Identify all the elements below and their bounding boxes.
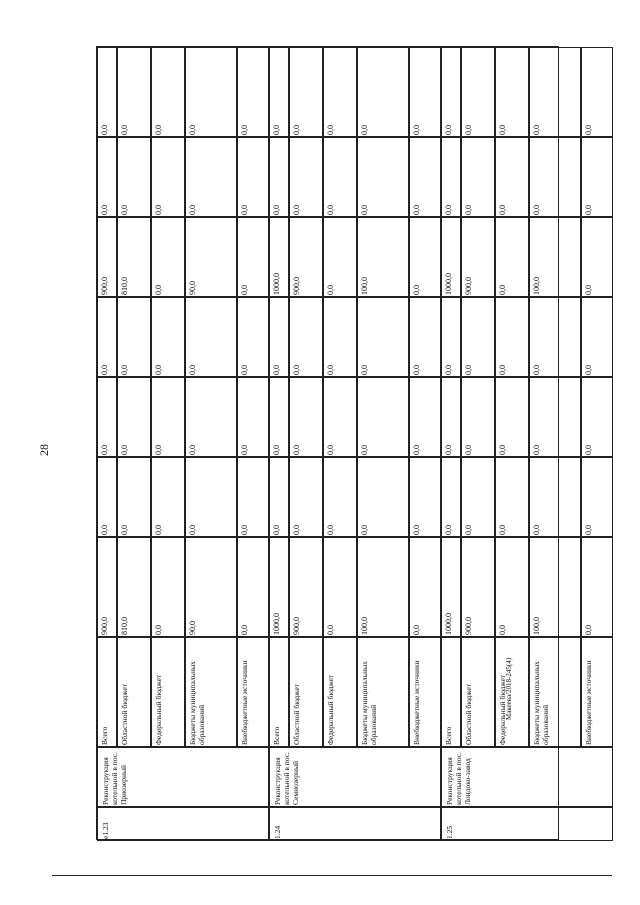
value-text: 0,0 [240, 365, 249, 375]
value-text: 0,0 [412, 525, 421, 535]
value-text: 0,0 [584, 445, 593, 455]
value-text: 0,0 [188, 205, 197, 215]
value-text: 810,0 [120, 617, 129, 635]
value-cell [289, 47, 323, 137]
value-cell [97, 137, 117, 217]
value-text: 0,0 [444, 205, 453, 215]
funding-source-cell [269, 637, 289, 747]
value-text: 0,0 [154, 205, 163, 215]
value-cell [495, 457, 529, 537]
value-cell [269, 217, 289, 297]
document-code: Макеева/2018-245(4) [505, 657, 513, 720]
value-text: 0,0 [100, 365, 109, 375]
value-text: 900,0 [100, 617, 109, 635]
value-text: 0,0 [412, 125, 421, 135]
value-cell [581, 537, 613, 637]
funding-source-cell [289, 637, 323, 747]
value-text: 0,0 [154, 625, 163, 635]
funding-source-cell [529, 637, 581, 747]
value-cell [529, 457, 581, 537]
value-cell [529, 47, 581, 137]
value-text: 0,0 [100, 525, 109, 535]
funding-source-label: Федеральный бюджет [154, 674, 163, 745]
value-cell [461, 377, 495, 457]
value-cell [289, 217, 323, 297]
value-cell [151, 47, 185, 137]
funding-source-label: Всего [272, 726, 281, 745]
value-text: 0,0 [240, 445, 249, 455]
value-text: 0,0 [532, 525, 541, 535]
value-text: 0,0 [100, 125, 109, 135]
value-cell [237, 47, 269, 137]
value-text: 0,0 [584, 365, 593, 375]
value-text: 100,0 [360, 617, 369, 635]
value-text: 0,0 [120, 125, 129, 135]
row-number-text: 1.25 [445, 825, 454, 839]
funding-source-cell [151, 637, 185, 747]
value-cell [289, 297, 323, 377]
budget-table [96, 46, 593, 840]
value-cell [151, 297, 185, 377]
value-cell [289, 377, 323, 457]
value-text: 100,0 [532, 617, 541, 635]
value-text: 0,0 [532, 445, 541, 455]
value-text: 0,0 [188, 445, 197, 455]
value-cell [117, 377, 151, 457]
value-cell [97, 47, 117, 137]
value-text: 0,0 [498, 625, 507, 635]
value-text: 0,0 [464, 445, 473, 455]
value-text: 0,0 [154, 445, 163, 455]
value-cell [529, 217, 581, 297]
value-cell [409, 457, 441, 537]
value-text: 0,0 [412, 445, 421, 455]
value-cell [117, 537, 151, 637]
object-name-cell [441, 747, 613, 807]
value-text: 810,0 [120, 277, 129, 295]
value-cell [409, 47, 441, 137]
value-text: 1000,0 [272, 273, 281, 295]
value-cell [357, 217, 409, 297]
page-number: 28 [37, 444, 51, 456]
value-text: 0,0 [188, 525, 197, 535]
value-text: 0,0 [444, 445, 453, 455]
value-text: 0,0 [240, 285, 249, 295]
value-cell [237, 377, 269, 457]
value-cell [441, 297, 461, 377]
value-text: 100,0 [532, 277, 541, 295]
value-cell [441, 377, 461, 457]
value-text: 0,0 [120, 365, 129, 375]
value-text: 0,0 [154, 285, 163, 295]
value-text: 90,0 [188, 281, 197, 295]
value-cell [323, 537, 357, 637]
value-cell [581, 297, 613, 377]
funding-source-cell [357, 637, 409, 747]
value-cell [357, 297, 409, 377]
value-cell [237, 217, 269, 297]
value-text: 0,0 [360, 445, 369, 455]
value-text: 0,0 [464, 365, 473, 375]
object-name: Реконструкция котельной в пос. Семиозерный [273, 752, 300, 805]
value-text: 1000,0 [444, 613, 453, 635]
value-cell [269, 297, 289, 377]
value-text: 0,0 [120, 525, 129, 535]
value-text: 0,0 [326, 125, 335, 135]
funding-source-cell [495, 637, 529, 747]
funding-source-label: Областной бюджет [292, 684, 301, 745]
value-cell [289, 457, 323, 537]
value-cell [529, 537, 581, 637]
funding-source-label: Областной бюджет [120, 684, 129, 745]
value-cell [495, 377, 529, 457]
value-cell [97, 217, 117, 297]
value-text: 0,0 [326, 285, 335, 295]
value-cell [237, 457, 269, 537]
value-text: 0,0 [272, 365, 281, 375]
funding-source-label: Областной бюджет [464, 684, 473, 745]
value-text: 0,0 [498, 125, 507, 135]
value-cell [151, 457, 185, 537]
value-text: 0,0 [154, 365, 163, 375]
value-text: 900,0 [100, 277, 109, 295]
funding-source-cell [117, 637, 151, 747]
value-text: 0,0 [532, 125, 541, 135]
value-cell [117, 297, 151, 377]
value-text: 90,0 [188, 621, 197, 635]
object-name: Реконструкция котельной в пос. Лондоко-завод [445, 752, 472, 805]
value-cell [495, 297, 529, 377]
value-text: 0,0 [464, 525, 473, 535]
funding-source-cell [237, 637, 269, 747]
value-text: 1000,0 [272, 613, 281, 635]
value-cell [185, 537, 237, 637]
value-text: 0,0 [464, 205, 473, 215]
value-cell [461, 537, 495, 637]
value-text: 900,0 [464, 277, 473, 295]
value-cell [237, 537, 269, 637]
funding-source-label: Бюджеты муниципальных образований [188, 661, 206, 745]
value-text: 0,0 [292, 365, 301, 375]
value-cell [441, 457, 461, 537]
row-number [97, 807, 269, 841]
funding-source-cell [441, 637, 461, 747]
value-cell [529, 137, 581, 217]
row-number [441, 807, 613, 841]
object-name-cell [269, 747, 441, 807]
value-text: 0,0 [326, 625, 335, 635]
value-cell [581, 217, 613, 297]
value-text: 0,0 [326, 445, 335, 455]
value-cell [409, 297, 441, 377]
value-cell [323, 137, 357, 217]
value-cell [185, 47, 237, 137]
value-cell [529, 377, 581, 457]
value-cell [357, 537, 409, 637]
value-cell [495, 537, 529, 637]
value-cell [185, 297, 237, 377]
funding-source-label: Бюджеты муниципальных образований [532, 661, 550, 745]
value-cell [151, 537, 185, 637]
funding-source-label: Внебюджетные источники [240, 660, 249, 745]
value-cell [185, 377, 237, 457]
value-cell [581, 47, 613, 137]
funding-source-label: Внебюджетные источники [412, 660, 421, 745]
funding-source-cell [97, 637, 117, 747]
value-cell [529, 297, 581, 377]
value-text: 0,0 [272, 125, 281, 135]
value-cell [357, 457, 409, 537]
funding-source-label: Бюджеты муниципальных образований [360, 661, 378, 745]
value-cell [269, 377, 289, 457]
value-cell [151, 217, 185, 297]
value-text: 0,0 [584, 525, 593, 535]
value-cell [151, 137, 185, 217]
value-text: 0,0 [120, 205, 129, 215]
value-cell [97, 377, 117, 457]
value-cell [357, 137, 409, 217]
value-cell [441, 137, 461, 217]
value-cell [409, 217, 441, 297]
value-text: 0,0 [272, 205, 281, 215]
value-text: 0,0 [292, 125, 301, 135]
funding-source-cell [461, 637, 495, 747]
value-text: 0,0 [498, 365, 507, 375]
value-text: 0,0 [584, 625, 593, 635]
value-text: 0,0 [532, 205, 541, 215]
value-cell [461, 137, 495, 217]
value-text: 0,0 [292, 205, 301, 215]
value-text: 0,0 [360, 205, 369, 215]
value-text: 0,0 [584, 205, 593, 215]
value-text: 100,0 [360, 277, 369, 295]
value-cell [117, 137, 151, 217]
funding-source-label: Всего [100, 726, 109, 745]
value-cell [289, 137, 323, 217]
value-cell [323, 47, 357, 137]
funding-source-cell [581, 637, 613, 747]
value-cell [237, 137, 269, 217]
value-cell [409, 537, 441, 637]
value-text: 0,0 [412, 365, 421, 375]
object-name: Реконструкция котельной в пос. Приозерный [101, 752, 128, 805]
value-text: 0,0 [412, 205, 421, 215]
value-text: 0,0 [120, 445, 129, 455]
value-text: 900,0 [292, 277, 301, 295]
value-text: 0,0 [292, 445, 301, 455]
value-text: 0,0 [360, 525, 369, 535]
value-cell [581, 457, 613, 537]
value-cell [461, 457, 495, 537]
row-number [269, 807, 441, 841]
value-text: 0,0 [498, 205, 507, 215]
value-cell [461, 297, 495, 377]
value-cell [185, 217, 237, 297]
object-name-cell [97, 747, 269, 807]
value-cell [441, 537, 461, 637]
row-number-text: e1.23 [101, 822, 110, 839]
value-cell [185, 457, 237, 537]
value-cell [461, 47, 495, 137]
value-text: 900,0 [464, 617, 473, 635]
value-text: 0,0 [154, 525, 163, 535]
value-text: 0,0 [326, 525, 335, 535]
value-cell [269, 47, 289, 137]
value-cell [97, 457, 117, 537]
value-cell [97, 297, 117, 377]
value-cell [117, 47, 151, 137]
funding-source-label: Федеральный бюджет [326, 674, 335, 745]
value-text: 0,0 [498, 445, 507, 455]
value-cell [269, 537, 289, 637]
value-cell [441, 47, 461, 137]
value-text: 0,0 [188, 365, 197, 375]
value-cell [269, 457, 289, 537]
value-text: 0,0 [326, 365, 335, 375]
value-cell [495, 217, 529, 297]
value-text: 0,0 [100, 445, 109, 455]
value-text: 0,0 [240, 525, 249, 535]
value-cell [97, 537, 117, 637]
value-cell [495, 137, 529, 217]
value-text: 0,0 [326, 205, 335, 215]
value-cell [323, 457, 357, 537]
value-text: 0,0 [444, 125, 453, 135]
value-text: 0,0 [154, 125, 163, 135]
value-text: 0,0 [584, 125, 593, 135]
value-cell [357, 377, 409, 457]
value-cell [461, 217, 495, 297]
value-cell [323, 297, 357, 377]
value-text: 0,0 [240, 625, 249, 635]
value-cell [289, 537, 323, 637]
funding-source-label: Всего [444, 726, 453, 745]
value-cell [441, 217, 461, 297]
value-text: 0,0 [412, 625, 421, 635]
value-cell [581, 377, 613, 457]
value-text: 0,0 [272, 525, 281, 535]
value-text: 0,0 [100, 205, 109, 215]
value-text: 0,0 [532, 365, 541, 375]
value-cell [151, 377, 185, 457]
funding-source-cell [323, 637, 357, 747]
bottom-divider [52, 875, 612, 876]
value-text: 0,0 [292, 525, 301, 535]
value-cell [117, 217, 151, 297]
value-text: 0,0 [444, 365, 453, 375]
value-cell [237, 297, 269, 377]
funding-source-label: Федеральный бюджет [498, 674, 507, 745]
value-cell [357, 47, 409, 137]
value-text: 0,0 [360, 125, 369, 135]
value-text: 900,0 [292, 617, 301, 635]
value-cell [117, 457, 151, 537]
value-text: 0,0 [444, 525, 453, 535]
value-cell [581, 137, 613, 217]
value-text: 0,0 [240, 125, 249, 135]
funding-source-cell [409, 637, 441, 747]
value-text: 0,0 [240, 205, 249, 215]
value-cell [495, 47, 529, 137]
value-text: 0,0 [188, 125, 197, 135]
value-text: 0,0 [498, 285, 507, 295]
value-text: 0,0 [412, 285, 421, 295]
value-cell [323, 377, 357, 457]
value-cell [323, 217, 357, 297]
value-text: 0,0 [584, 285, 593, 295]
value-text: 0,0 [272, 445, 281, 455]
value-cell [409, 377, 441, 457]
value-cell [269, 137, 289, 217]
value-text: 0,0 [498, 525, 507, 535]
row-number-text: 1.24 [273, 825, 282, 839]
value-cell [185, 137, 237, 217]
funding-source-cell [185, 637, 237, 747]
value-text: 0,0 [464, 125, 473, 135]
funding-source-label: Внебюджетные источники [584, 660, 593, 745]
value-cell [409, 137, 441, 217]
value-text: 1000,0 [444, 273, 453, 295]
value-text: 0,0 [360, 365, 369, 375]
